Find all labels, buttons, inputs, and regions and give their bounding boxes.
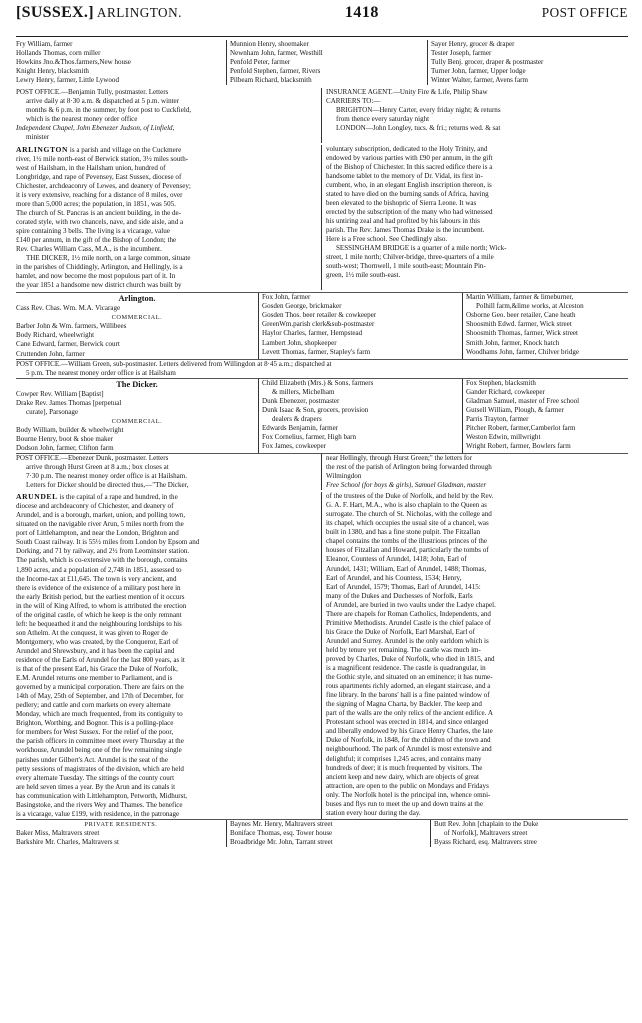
text-line: river, 1½ mile north-east of Berwick station, 3½ miles south- bbox=[16, 154, 189, 163]
list-item: Wright Robert, farmer, Bowlers farm bbox=[466, 441, 571, 450]
carriers-heading: CARRIERS TO:— bbox=[326, 97, 381, 106]
text-line: the Gothic style, and situated on an eminence; it has nume- bbox=[326, 673, 493, 682]
list-item: Gander Richard, cowkeeper bbox=[466, 387, 545, 396]
list-item: Cruttenden John, farmer bbox=[16, 349, 85, 358]
text-line: delightful; it comprises 1,245 acres, and contains many bbox=[326, 754, 482, 763]
list-item: Body Richard, wheelwright bbox=[16, 331, 95, 340]
list-item: Penfold Peter, farmer bbox=[230, 58, 291, 67]
text-line: his untiring zeal and had profited by his labours in this bbox=[326, 216, 480, 225]
list-item: Fox Cornelius, farmer, High barn bbox=[262, 432, 357, 441]
text-line: his Grace the Duke of Norfolk, Earl Marshal, Earl of bbox=[326, 627, 475, 636]
arlington-dir-post bbox=[16, 359, 628, 378]
text-line: months & 6 p.m. in the summer, by foot post to Cuckfield, bbox=[26, 106, 192, 115]
text-line: left: he bequeathed it and the neighbouring lordships to his bbox=[16, 619, 182, 628]
text-line: the Income-tax at £11,645. The town is very ancient, and bbox=[16, 574, 177, 583]
list-item: Boniface Thomas, esq. Tower house bbox=[230, 828, 333, 837]
text-line: Here is a Free school. See Chedlingly also. bbox=[326, 234, 448, 243]
page-number: 1418 bbox=[344, 4, 379, 21]
text-line: the year 1851 a handsome new district church was built by bbox=[16, 281, 182, 290]
text-line: 1,890 acres, and a population of 2,748 in 1851, assessed to bbox=[16, 565, 182, 574]
text-line: parishes under Gilbert's Act. Arundel is the seat of the bbox=[16, 755, 168, 764]
text-line: Primitive Methodists. Arundel Castle is the chief palace of bbox=[326, 618, 491, 627]
arundel-desc-left bbox=[16, 492, 322, 819]
top-col-3 bbox=[427, 40, 628, 85]
text-line: endowed by various parties with £90 per annum, in the gift bbox=[326, 153, 493, 162]
list-item: Howkins Jno.&Thos.farmers,New house bbox=[16, 58, 131, 67]
text-line: petty sessions of magistrates of the division, which are held bbox=[16, 764, 184, 773]
list-item: Fry William, farmer bbox=[16, 40, 73, 48]
text-line: buses and flys run to meet the up and down trains at the bbox=[326, 799, 483, 808]
private-residents bbox=[16, 819, 628, 847]
list-item: Lewry Henry, farmer, Little Lywood bbox=[16, 76, 119, 85]
text-span: is a parish and village on the Cuckmere bbox=[69, 145, 182, 154]
text-line: built in 1380, and has a fine stone pulpit. The Fitzallan bbox=[326, 528, 481, 537]
text-line: more than 5,000 acres; the population, in 1851, was 505. bbox=[16, 199, 176, 208]
section-heading-dicker: The Dicker. bbox=[116, 379, 158, 389]
text-line: arrive through Hurst Green at 8 a.m.; box closes at bbox=[26, 463, 169, 472]
text-line: £140 per annum, in the gift of the Bishop of London; the bbox=[16, 235, 177, 244]
text-line bbox=[16, 145, 317, 155]
list-item: Parris Trayton, farmer bbox=[466, 414, 529, 423]
list-item: Hollands Thomas, corn miller bbox=[16, 49, 101, 58]
list-item: Butt Rev. John [chaplain to the Duke bbox=[434, 819, 539, 828]
text-line: in the parishes of Chiddingly, Arlington, and Hellingly, is a bbox=[16, 263, 183, 272]
list-item: Bourne Henry, boot & shoe maker bbox=[16, 434, 114, 443]
list-item: Sayer Henry, grocer & draper bbox=[431, 40, 515, 48]
top-col-2 bbox=[226, 40, 427, 85]
text-line: there is evidence of the existence of a military post here in bbox=[16, 583, 181, 592]
text-line: near Hellingly, through Hurst Green;" the letters for bbox=[326, 453, 473, 462]
list-item: Smith John, farmer, Knock hatch bbox=[466, 338, 560, 347]
text-line: parish. The Rev. James Thomas Drake is the incumbent. bbox=[326, 225, 485, 234]
page-header bbox=[16, 4, 628, 37]
list-item: Barkshire Mr. Charles, Maltravers st bbox=[16, 837, 119, 846]
text-line: which is the nearest money order office bbox=[26, 115, 138, 124]
arlington-post-left bbox=[16, 88, 322, 142]
top-entry-list bbox=[16, 40, 628, 85]
text-line: THE DICKER, 1½ mile north, on a large common, situate bbox=[26, 254, 191, 263]
text-line: erected by the subscription of the many who had witnessed bbox=[326, 207, 493, 216]
text-line: residence of the Earls of Arundel for the last 800 years, as it bbox=[16, 656, 185, 664]
dicker-dir-col-2 bbox=[258, 379, 462, 453]
text-line: hamlet, and now become the most populous part of it. In bbox=[16, 272, 176, 281]
text-line: Rev. Charles William Cass, M.A., is the incumbent. bbox=[16, 245, 162, 254]
list-item: dealers & drapers bbox=[272, 414, 322, 423]
arlington-description bbox=[16, 145, 628, 291]
dicker-dir-col-3 bbox=[462, 379, 628, 453]
list-item: Cass Rev. Chas. Wm. M.A. Vicarage bbox=[16, 304, 121, 313]
text-line: 5 p.m. The nearest money order office is at Hailsham bbox=[26, 368, 176, 377]
arlington-directory bbox=[16, 292, 628, 358]
list-item: GreenWm.parish clerk&sub-postmaster bbox=[262, 320, 375, 329]
text-line: held by tenure yet remaining. The castle was much im- bbox=[326, 645, 481, 654]
residents-col-2 bbox=[226, 820, 430, 847]
section-label: POST OFFICE bbox=[541, 5, 628, 20]
text-line: green, 1½ mile south-east. bbox=[326, 271, 401, 280]
text-line: the rest of the parish of Arlington being forwarded through bbox=[326, 463, 492, 472]
list-item: Fox Stephen, blacksmith bbox=[466, 378, 536, 387]
text-line: fine library. In the barons' hall is a fine painted window of bbox=[326, 691, 490, 700]
carrier-line: BRIGHTON—Henry Carter, every friday night; & returns bbox=[336, 106, 501, 115]
list-item: Edwards Benjamin, farmer bbox=[262, 423, 339, 432]
text-line: attraction, are open to the public on Mondays and Fridays bbox=[326, 781, 489, 790]
text-line: are held seven times a year. By the Arun and its canals it bbox=[16, 782, 176, 791]
text-line: been elevated to the bishopric of Sierra Leone. It was bbox=[326, 198, 477, 207]
list-item: Haylor Charles, farmer, Hempstead bbox=[262, 329, 363, 338]
arlington-desc-left bbox=[16, 145, 322, 291]
list-item: Fox James, cowkeeper bbox=[262, 441, 326, 450]
list-item: Dunk Isaac & Son, grocers, provision bbox=[262, 405, 369, 414]
dicker-directory bbox=[16, 378, 628, 453]
chapel-line bbox=[16, 124, 317, 133]
list-item: Dodson John, farmer, Clifton farm bbox=[16, 443, 114, 452]
text-line: 7·30 p.m. The nearest money order office is at Hailsham. bbox=[26, 472, 187, 481]
arlington-post-block bbox=[16, 88, 628, 142]
text-line: The parish, which is co-extensive with the borough, contains bbox=[16, 556, 188, 565]
text-line: of the trustees of the Duke of Norfolk, and held by the Rev. bbox=[326, 492, 494, 501]
list-item: Penfold Stephen, farmer, Rivers bbox=[230, 67, 321, 76]
text-line: for members for West Sussex. For the relief of the poor, bbox=[16, 728, 174, 737]
text-line: houses of Fitzallan and Howard, particularly the tombs of bbox=[326, 546, 489, 555]
text-line: Earl of Arundel, and his Countess, 1534; Henry, bbox=[326, 573, 462, 582]
list-item: Cane Edward, farmer, Berwick court bbox=[16, 340, 120, 349]
list-item: Shoosmith Edwd. farmer, Wick street bbox=[466, 320, 572, 329]
arlington-dir-col-2 bbox=[258, 293, 462, 358]
list-item: Broadbridge Mr. John, Tarrant street bbox=[230, 837, 333, 846]
arlington-dir-col-3 bbox=[462, 293, 628, 358]
list-item: Lambert John, shopkeeper bbox=[262, 338, 337, 347]
dicker-post-right bbox=[322, 454, 628, 490]
text-line: handsome tablet to the memory of Dr. Vidal, its first in- bbox=[326, 171, 483, 180]
list-item: Baynes Mr. Henry, Maltravers street bbox=[230, 819, 333, 828]
list-item: Pitcher Robert, farmer,Camberlot farm bbox=[466, 423, 576, 432]
list-item: Pilbeam Richard, blacksmith bbox=[230, 76, 312, 85]
text-line: Earl of Arundel, 1579; Thomas, Earl of Arundel, 1415: bbox=[326, 582, 481, 591]
list-item: Baker Miss, Maltravers street bbox=[16, 828, 100, 837]
text-line: Arundel, 1431; William, Earl of Arundel, 1488; Thomas, bbox=[326, 564, 487, 573]
text-line: Arundel and Surrey. Arundel is the only earldom which is bbox=[326, 636, 489, 645]
text-line: voluntary subscription, dedicated to the Holy Trinity, and bbox=[326, 144, 488, 153]
private-residents-heading: PRIVATE RESIDENTS. bbox=[84, 820, 158, 828]
text-line: has communication with Littlehampton, Petworth, Midhurst, bbox=[16, 791, 188, 800]
list-item: of Norfolk], Maltravers street bbox=[444, 828, 528, 837]
text-line: is a vicarage, value £199, with residence, in the patronage bbox=[16, 809, 180, 818]
text-line: rous apartments richly adorned, an elegant staircase, and a bbox=[326, 682, 491, 691]
text-line: only. The Norfolk hotel is the principal inn, whence omni- bbox=[326, 790, 491, 799]
commercial-heading: COMMERCIAL. bbox=[111, 417, 163, 425]
text-line: Longbridge, and rape of Pevensey, East Sussex, diocese of bbox=[16, 172, 182, 181]
list-item: Gladman Samuel, master of Free school bbox=[466, 396, 580, 405]
text-line: Monday, which are much frequented, from its contiguity to bbox=[16, 710, 183, 719]
commercial-heading: COMMERCIAL. bbox=[111, 314, 163, 322]
text-line: Arundel, and is a borough, market, union, and polling town, bbox=[16, 511, 186, 520]
text-line: corated style, with two chancels, nave, and side aisle, and a bbox=[16, 217, 184, 226]
list-item: Gosden Thos. beer retailer & cowkeeper bbox=[262, 311, 377, 320]
text-line: situated on the navigable river Arun, 5 miles north from the bbox=[16, 520, 184, 529]
text-line: son Athelm. At the conquest, it was given to Roger de bbox=[16, 628, 168, 637]
list-item: Drake Rev. James Thomas [perpetual bbox=[16, 398, 122, 407]
place-label: ARLINGTON. bbox=[96, 5, 182, 20]
list-item: Levett Thomas, farmer, Stapley's farm bbox=[262, 347, 371, 356]
text-span: is the capital of a rape and hundred, in the bbox=[59, 493, 178, 502]
text-line: Basingstoke, and the rivers Wey and Thames. The benefice bbox=[16, 800, 183, 809]
text-line bbox=[16, 492, 317, 502]
county-label: [SUSSEX.] bbox=[16, 4, 94, 21]
arundel-desc-right bbox=[322, 492, 628, 819]
free-school-text: Free School (for boys & girls), Samuel Gladman, master bbox=[326, 481, 487, 490]
list-item: Knight Henry, blacksmith bbox=[16, 67, 89, 76]
list-item: Gutsell William, Plough, & farmer bbox=[466, 405, 564, 414]
text-line: Letters for Dicker should be directed thus,—"The Dicker, bbox=[26, 481, 189, 490]
carrier-line: LONDON—John Longley, tucs. & fri.; returns wed. & sat bbox=[336, 124, 501, 133]
text-line: chapel contains the tombs of the illustrious princes of the bbox=[326, 537, 488, 546]
list-item: Weston Edwin, millwright bbox=[466, 432, 541, 441]
list-item: Child Elizabeth (Mrs.) & Sons, farmers bbox=[262, 378, 374, 387]
place-name-arundel: ARUNDEL bbox=[16, 492, 58, 502]
list-item: Tully Benj. grocer, draper & postmaster bbox=[431, 58, 544, 67]
arlington-post-right bbox=[322, 88, 628, 142]
list-item: Fox John, farmer bbox=[262, 293, 311, 302]
dicker-dir-col-1 bbox=[16, 379, 258, 453]
text-line: station every hour during the day. bbox=[326, 808, 421, 817]
text-line: There are chapels for Roman Catholics, Independents, and bbox=[326, 609, 491, 618]
list-item: & millers, Michelham bbox=[272, 387, 335, 396]
running-head-left bbox=[16, 4, 182, 22]
list-item: Newnham John, farmer, Westhill bbox=[230, 49, 323, 58]
text-line: many of the Dukes and Duchesses of Norfolk, Earls bbox=[326, 591, 473, 600]
text-line: neighbourhood. The park of Arundel is most extensive and bbox=[326, 745, 492, 754]
text-line: spire containing 3 bells. The living is a vicarage, value bbox=[16, 226, 170, 235]
text-line: Brighton, Worthing, and Bognor. This is a polling-place bbox=[16, 719, 174, 728]
text-line: Duke of Norfolk, in 1848, for the children of the town and bbox=[326, 736, 491, 745]
text-line: governed by a municipal corporation. There are fairs on the bbox=[16, 683, 184, 692]
list-item: Osborne Geo. beer retailer, Cane heath bbox=[466, 311, 576, 320]
text-line: stated to have died on the burning sands of Africa, having bbox=[326, 189, 489, 198]
free-school-line bbox=[326, 481, 628, 490]
text-line: its chapel, which occupies the usual site of a chancel, was bbox=[326, 519, 489, 528]
text-line: the signing of Magna Charta, by Backler. The keep and bbox=[326, 700, 482, 709]
text-line: street, 1 mile north; Chilver-bridge, three-quarters of a mile bbox=[326, 253, 494, 262]
dicker-post-left bbox=[16, 454, 322, 490]
text-line: surrogate. The church of St. Nicholas, with the college and bbox=[326, 510, 492, 519]
text-line: Wilmingdon bbox=[326, 472, 362, 481]
text-line: Montgomery, who was created, by the Conqueror, Earl of bbox=[16, 637, 179, 646]
list-item: Tester Joseph, farmer bbox=[431, 49, 492, 58]
text-line: The church of St. Pancras is an ancient building, in the de- bbox=[16, 208, 181, 217]
arlington-desc-right bbox=[322, 145, 628, 291]
arundel-description bbox=[16, 492, 628, 819]
text-line: 14th of May, 25th of September, and 17th of December, for bbox=[16, 692, 184, 701]
text-line: SESSINGHAM BRIDGE is a quarter of a mile north; Wick- bbox=[336, 244, 507, 253]
text-line: POST OFFICE.—William Green, sub-postmaster. Letters delivered from Willingdon at 8·45 a.m.; dispatched at bbox=[16, 359, 332, 368]
top-col-1 bbox=[16, 40, 226, 85]
list-item: Winter Walter, farmer, Avens farm bbox=[431, 76, 528, 85]
text-line: workhouse, Arundel being one of the few remaining single bbox=[16, 746, 182, 755]
text-line: port of Littlehampton, and near the London, Brighton and bbox=[16, 529, 179, 538]
list-item: Woodhams John, farmer, Chilver bridge bbox=[466, 347, 580, 356]
text-line: in the will of King Alfred, to whom is attributed the erection bbox=[16, 601, 187, 610]
text-line: Protestant school was erected in 1814, and since enlarged bbox=[326, 718, 489, 727]
text-line: Eleanor, Countess of Arundel, 1418; John, Earl of bbox=[326, 555, 467, 564]
text-line: every alternate Tuesday. The sittings of the county court bbox=[16, 773, 175, 782]
list-item: Byass Richard, esq. Maltravers stree bbox=[434, 837, 537, 846]
residents-col-1 bbox=[16, 820, 226, 847]
text-line: diocese and archdeaconry of Chichester, and deanery of bbox=[16, 502, 174, 511]
text-line: South Coast railway. It is 55½ miles from London by Epsom and bbox=[16, 538, 200, 547]
text-line: Chichester, archdeaconry of Lewes, and deanery of Pevensey; bbox=[16, 181, 191, 190]
text-line: and liberally endowed by his Grace Henry Charles, the late bbox=[326, 727, 493, 736]
list-item: Shoosmith Thomas, farmer, Wick street bbox=[466, 329, 578, 338]
text-line: is that of the present Earl, his Grace the Duke of Norfolk, bbox=[16, 665, 178, 674]
text-line: pedlery; and cattle and corn markets on every alternate bbox=[16, 701, 171, 710]
text-line: is a magnificent residence. The castle is quadrangular, in bbox=[326, 664, 486, 673]
residents-col-3 bbox=[430, 820, 628, 847]
text-line: Dorking, and 71 by railway, and 2½ from Leominster station. bbox=[16, 547, 190, 556]
text-line: of the Bishop of Chichester. In this sacred edifice there is a bbox=[326, 162, 493, 171]
text-line: E.M. Arundel returns one member to Parliament, and is bbox=[16, 674, 173, 683]
text-line: south-west; Thornwell, 1 mile south-east; Mountain Pin- bbox=[326, 262, 486, 271]
text-line: Arundel and Shrewsbury, and it has been the capital and bbox=[16, 646, 175, 655]
list-item: Polhill farm,&lime works, at Alceston bbox=[476, 302, 584, 311]
dicker-post-block bbox=[16, 453, 628, 490]
list-item: Dunk Ebenezer, postmaster bbox=[262, 396, 340, 405]
list-item: curate], Parsonage bbox=[26, 407, 79, 416]
text-line: minister bbox=[26, 133, 50, 142]
insurance-line: INSURANCE AGENT.—Unity Fire & Life, Philip Shaw bbox=[326, 88, 488, 97]
chapel-text: Independent Chapel, John Ebenezer Judson, of Linfield, bbox=[16, 124, 175, 133]
text-line: G. A. F. Hart, M.A., who is also chaplain to the Queen as bbox=[326, 501, 487, 510]
text-line: of the original castle, of which he keep is the only remnant bbox=[16, 610, 182, 619]
list-item: Martin William, farmer & limeburner, bbox=[466, 293, 574, 302]
list-item: Munnion Henry, shoemaker bbox=[230, 40, 309, 48]
list-item: Gosden George, brickmaker bbox=[262, 302, 342, 311]
text-line: hundreds of deer; it is much frequented by visitors. The bbox=[326, 763, 483, 772]
carrier-line: from thence every saturday night bbox=[336, 115, 430, 124]
place-name-arlington: ARLINGTON bbox=[16, 144, 69, 154]
text-line: cumbent, who, in an elegant English inscription thereon, is bbox=[326, 180, 492, 189]
text-line: POST OFFICE.—Ebenezer Dunk, postmaster. Letters bbox=[16, 453, 169, 462]
section-heading-arlington: Arlington. bbox=[118, 294, 156, 304]
text-line: ancient keep and new dairy, which are objects of great bbox=[326, 772, 479, 781]
list-item: Turner John, farmer, Upper lodge bbox=[431, 67, 526, 76]
text-line: proved by Charles, Duke of Norfolk, who died in 1815, and bbox=[326, 655, 495, 663]
list-item: Cowper Rev. William [Baptist] bbox=[16, 389, 104, 398]
text-line: west of Hailsham, in the Hailsham union, hundred of bbox=[16, 163, 166, 172]
text-line: arrive daily at 8·30 a.m. & dispatched at 5 p.m. winter bbox=[26, 97, 180, 106]
list-item: Barber John & Wm. farmers, Willibees bbox=[16, 322, 127, 331]
text-line: of Arundel, are buried in two vaults under the Ladye chapel. bbox=[326, 600, 496, 609]
text-line: the parish officers in committee meet every Thursday at the bbox=[16, 737, 184, 746]
list-item: Body William, builder & wheelwright bbox=[16, 425, 124, 434]
text-line: the early British period, but the earliest mention of it occurs bbox=[16, 592, 185, 601]
text-line: part of the walls are the only relics of the ancient edifice. A bbox=[326, 709, 493, 718]
arlington-dir-col-1 bbox=[16, 293, 258, 358]
text-line: POST OFFICE.—Benjamin Tully, postmaster. Letters bbox=[16, 88, 169, 97]
text-line: it is very extensive, reaching for a distance of 8 miles, over bbox=[16, 190, 183, 199]
